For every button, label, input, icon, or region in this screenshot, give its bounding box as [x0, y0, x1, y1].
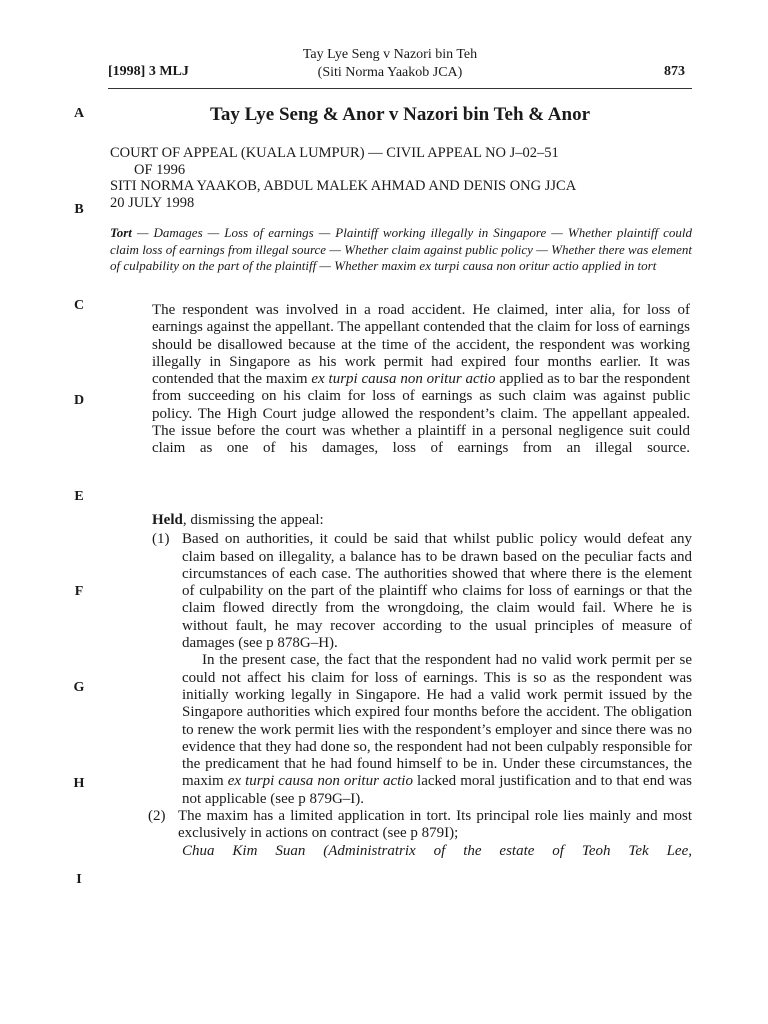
held-para-text-b: lacked moral justification and to that end was not applicable (see p 879G–I). — [182, 773, 692, 807]
court-line: COURT OF APPEAL (KUALA LUMPUR) — CIVIL APPEAL NO J–02–51 — [110, 145, 559, 161]
court-details — [110, 145, 694, 211]
held-heading — [152, 512, 692, 529]
margin-letter-e: E — [74, 489, 84, 504]
margin-letter-i: I — [76, 872, 82, 887]
held-para-maxim: ex turpi causa non oritur actio — [227, 773, 413, 790]
margin-letter-b: B — [74, 202, 84, 217]
header-divider — [108, 88, 692, 89]
held-label: Held — [152, 512, 183, 528]
margin-letter-g: G — [73, 680, 85, 695]
decision-date: 20 JULY 1998 — [110, 194, 195, 211]
held-item-text: The maxim has a limited application in tort. Its principal role lies mainly and most exclusively in actions on contract (see p 879I); — [178, 808, 692, 842]
summary-text-b: applied as to bar the respondent from succeeding on his claim for loss of earnings as such claim was against public policy. The High Court judge allowed the respondent’s claim. The appellant appealed. The issue before the court was whether a plaintiff in a personal negligence suit could claim as one of his damages, loss of earnings from an illegal source. — [152, 371, 690, 457]
summary-paragraph — [152, 302, 690, 458]
page-number: 873 — [664, 64, 685, 79]
held-item-number: (2) — [148, 808, 166, 825]
held-section — [148, 512, 692, 860]
margin-letter-h: H — [73, 776, 85, 791]
held-para-text-a: In the present case, the fact that the respondent had no valid work permit per se could not affect his claim for loss of earnings. This is so as the respondent was initially working legally in Singapore. He had a valid work permit issued by the Singapore authorities which expired four months before the accident. The obligation to renew the work permit lies with the respondent’s employer and since there was no evidence that they had done so, the respondent had not been culpably responsible for the predicament that he had found himself to be in. Under these circumstances, the maxim — [182, 652, 692, 790]
held-subtitle: , dismissing the appeal: — [182, 512, 324, 528]
catchwords-text: — Damages — Loss of earnings — Plaintiff working illegally in Singapore — Whether plaintiff could claim loss of earnings from illegal source — Whether claim against public policy — Whether there was element of culpability on the part of the plaintiff — Whether maxim ex turpi causa non oritur actio applied in tort — [110, 225, 692, 273]
header-judge: (Siti Norma Yaakob JCA) — [317, 65, 463, 80]
held-item-number: (1) — [152, 531, 170, 548]
catchwords-subject: Tort — [110, 225, 132, 240]
coram-line: SITI NORMA YAAKOB, ABDUL MALEK AHMAD AND DENIS ONG JJCA — [110, 178, 577, 194]
held-item-1 — [152, 531, 692, 652]
header-case-title: Tay Lye Seng v Nazori bin Teh — [302, 47, 478, 62]
summary-maxim: ex turpi causa non oritur actio — [311, 371, 496, 388]
case-citation: Chua Kim Suan (Administratrix of the estate of Teoh Tek Lee, — [182, 842, 692, 859]
catchwords — [110, 225, 692, 275]
summary-text-a: The respondent was involved in a road accident. He claimed, inter alia, for loss of earnings against the appellant. The appellant contended that the claim for loss of earnings should be disallowed because at the time of the accident, the respondent was working illegally in Singapore as his work permit had expired four months earlier. It was contended that the maxim — [152, 302, 690, 388]
case-title: Tay Lye Seng & Anor v Nazori bin Teh & Anor — [209, 104, 591, 125]
margin-letter-a: A — [73, 106, 85, 121]
held-item-1-paragraph-2 — [152, 652, 692, 808]
header-citation: [1998] 3 MLJ — [108, 64, 189, 79]
margin-letter-f: F — [74, 584, 84, 599]
held-item-text: Based on authorities, it could be said that whilst public policy would defeat any claim based on illegality, a balance has to be drawn based on the peculiar facts and circumstances of each case. The authorities showed that where there is the element of culpability on the part of the plaintiff who claims for loss of earnings or that the claim flowed directly from the wrongdoing, the claim would fail. Where he is without fault, he may recover according to the usual principles of measure of damages (see p 878G–H). — [182, 531, 692, 652]
court-line-cont: OF 1996 — [134, 161, 186, 178]
case-summary — [152, 302, 690, 458]
header-case-name — [300, 46, 480, 82]
held-item-2 — [148, 808, 692, 843]
margin-letter-d: D — [73, 393, 85, 408]
margin-letter-c: C — [73, 298, 85, 313]
